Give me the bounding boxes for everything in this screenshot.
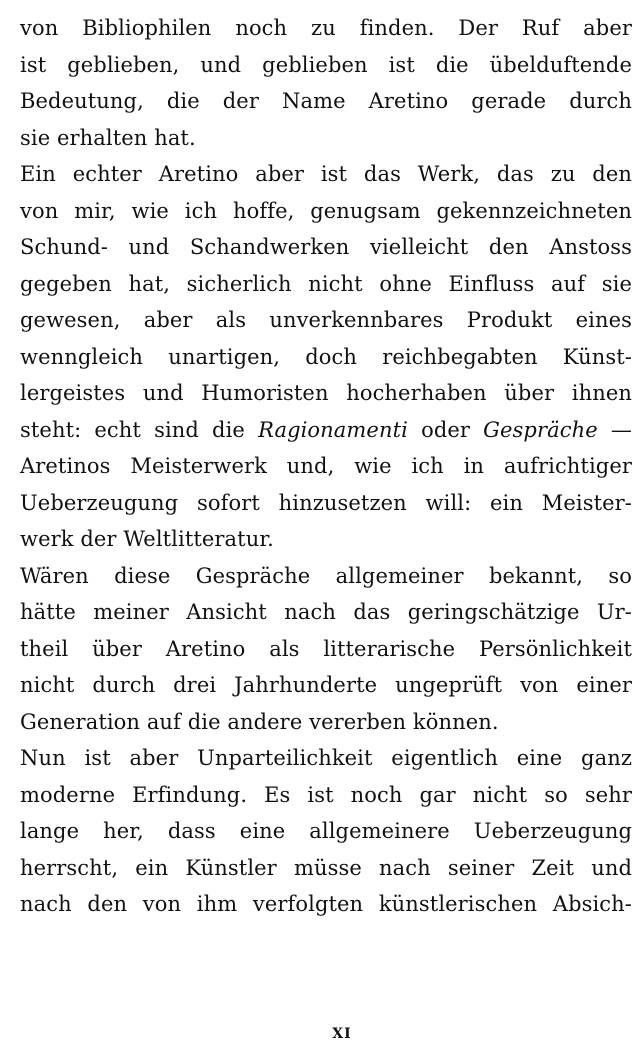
text-line: nicht durch drei Jahrhunderte ungeprüft von einer [20, 673, 632, 697]
text-line: lergeistes und Humoristen hocherhaben über ihnen [20, 381, 632, 405]
text-line: nach den von ihm verfolgten künstlerischen Absich- [20, 892, 632, 916]
text-run: oder [407, 417, 484, 442]
text-line: Generation auf die andere vererben können. [20, 709, 499, 734]
text-line: Wären diese Gespräche allgemeiner bekannt, so [20, 563, 632, 588]
text-line: wenngleich unartigen, doch reichbegabten Künst- [20, 344, 632, 369]
text-line: von mir, wie ich hoffe, genugsam gekennzeichneten [20, 198, 632, 223]
text-run: steht: echt sind die [20, 417, 259, 442]
text-line: werk der Weltlitteratur. [20, 527, 274, 551]
text-line: von Bibliophilen noch zu finden. Der Ruf aber [20, 16, 632, 40]
body-text [20, 10, 632, 923]
text-line: Nun ist aber Unparteilichkeit eigentlich eine ganz [20, 746, 632, 770]
text-line: theil über Aretino als litterarische Persönlichkeit [20, 636, 632, 661]
text-line: Ein echter Aretino aber ist das Werk, das zu den [20, 162, 632, 186]
text-line: hätte meiner Ansicht nach das geringschätzige Ur- [20, 600, 632, 624]
text-line: sie erhalten hat. [20, 125, 196, 150]
text-line: ist geblieben, und geblieben ist die übelduftende [20, 52, 632, 77]
text-line: Ueberzeugung sofort hinzusetzen will: ein Meister- [20, 490, 632, 515]
text-line: Bedeutung, die der Name Aretino gerade durch [20, 89, 632, 113]
text-run: — [597, 417, 632, 442]
text-line: lange her, dass eine allgemeinere Ueberzeugung [20, 819, 632, 843]
text-line-with-titles [20, 412, 632, 449]
text-line: Aretinos Meisterwerk und, wie ich in aufrichtiger [20, 454, 632, 478]
work-title-gespraeche: Gespräche [483, 417, 598, 442]
text-line: Schund- und Schandwerken vielleicht den Anstoss [20, 235, 632, 259]
page-number: XI [332, 1026, 352, 1042]
text-line: gewesen, aber als unverkennbares Produkt eines [20, 308, 632, 332]
text-line: gegeben hat, sicherlich nicht ohne Einfluss auf sie [20, 271, 632, 296]
text-line: herrscht, ein Künstler müsse nach seiner Zeit und [20, 855, 632, 880]
work-title-ragionamenti: Ragionamenti [258, 417, 408, 442]
text-line: moderne Erfindung. Es ist noch gar nicht so sehr [20, 782, 632, 807]
